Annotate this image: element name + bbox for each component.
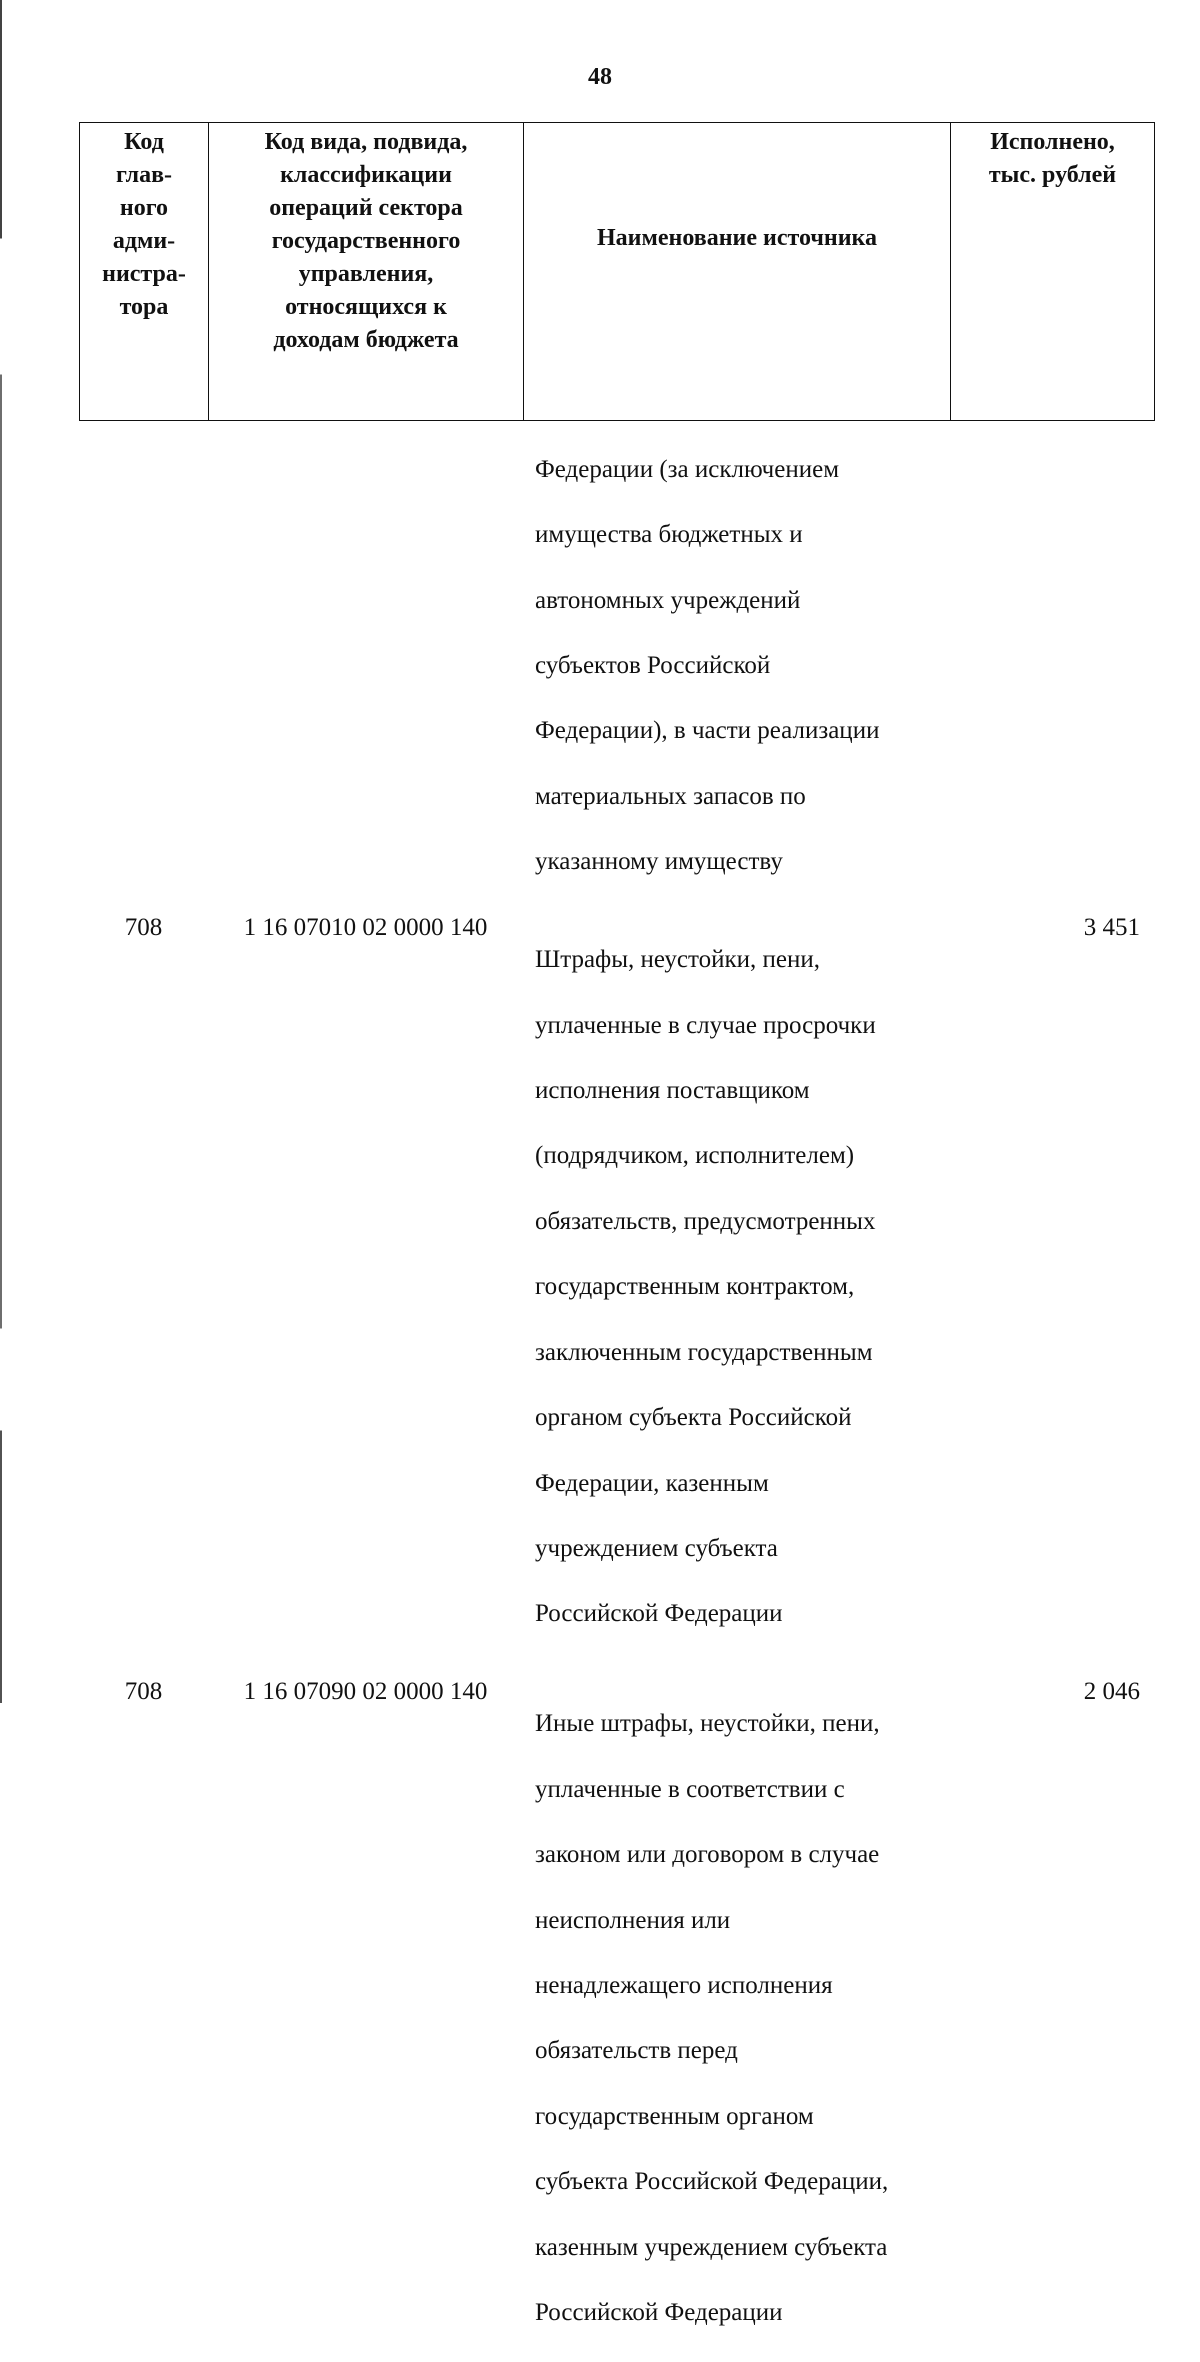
name-line: материальных запасов по [535,782,806,810]
name-line: уплаченные в соответствии с [535,1775,845,1803]
table-body [79,421,1154,2362]
cell-amount: 2 046 [1083,1677,1140,1705]
table-row [79,1676,1154,2362]
page-number: 48 [588,64,612,90]
header-line: государственного [271,228,461,254]
cell-name [523,421,950,912]
name-line: Российской Федерации [535,1600,783,1628]
name-line: субъекта Российской Федерации, [535,2168,889,2196]
table-header [79,122,1155,421]
name-line: Федерации (за исключением [535,455,840,483]
name-line: обязательств перед [535,2037,738,2065]
cell-admin [79,421,208,912]
name-line: органом субъекта Российской [535,1404,852,1432]
name-line: законом или договором в случае [535,1841,880,1869]
name-line: Федерации), в части реализации [535,717,880,745]
header-line: классификации [280,162,452,188]
header-source-name: Наименование источника [524,123,951,421]
header-classification-code [209,123,524,421]
table-row [79,912,1154,1664]
name-line: ненадлежащего исполнения [535,1972,833,2000]
name-line: неисполнения или [535,1906,731,1934]
header-line: адми- [112,228,176,254]
scan-edge-artifact [0,0,2,1703]
header-line: относящихся к [285,294,447,320]
name-line: Иные штрафы, неустойки, пени, [535,1710,880,1738]
table-row-continuation [79,421,1154,912]
header-line: Исполнено, [990,129,1115,155]
name-line: государственным органом [535,2102,814,2130]
header-admin-code [80,123,209,421]
name-line: субъектов Российской [535,651,771,679]
header-line: нистра- [102,261,186,287]
name-line: исполнения поставщиком [535,1077,810,1105]
cell-code: 1 16 07010 02 0000 140 [243,913,488,941]
header-line: доходам бюджета [273,327,459,353]
cell-name [523,912,950,1664]
header-line: управления, [298,261,434,287]
header-line: тора [119,294,169,320]
header-line: глав- [115,162,173,188]
header-line: ного [119,195,169,221]
cell-amount: 3 451 [1083,913,1140,941]
cell-code [208,421,523,912]
name-line: Российской Федерации [535,2299,783,2327]
name-line: учреждением субъекта [535,1534,778,1562]
cell-amount [950,421,1154,912]
header-line: Код вида, подвида, [264,129,468,155]
name-line: уплаченные в случае просрочки [535,1011,876,1039]
name-line: имущества бюджетных и [535,521,803,549]
name-line: Федерации, казенным [535,1469,769,1497]
name-line: (подрядчиком, исполнителем) [535,1142,855,1170]
header-line: тыс. рублей [988,162,1117,188]
name-line: обязательств, предусмотренных [535,1207,876,1235]
name-line: казенным учреждением субъекта [535,2233,888,2261]
cell-admin: 708 [124,1677,163,1705]
cell-name [523,1676,950,2362]
cell-code: 1 16 07090 02 0000 140 [243,1677,488,1705]
name-line: указанному имуществу [535,848,783,876]
name-line: заключенным государственным [535,1338,873,1366]
header-line: операций сектора [269,195,463,221]
name-line: государственным контрактом, [535,1273,855,1301]
header-executed [951,123,1155,421]
cell-admin: 708 [124,913,163,941]
header-line: Код [124,129,164,155]
name-line: Штрафы, неустойки, пени, [535,946,820,974]
name-line: автономных учреждений [535,586,801,614]
